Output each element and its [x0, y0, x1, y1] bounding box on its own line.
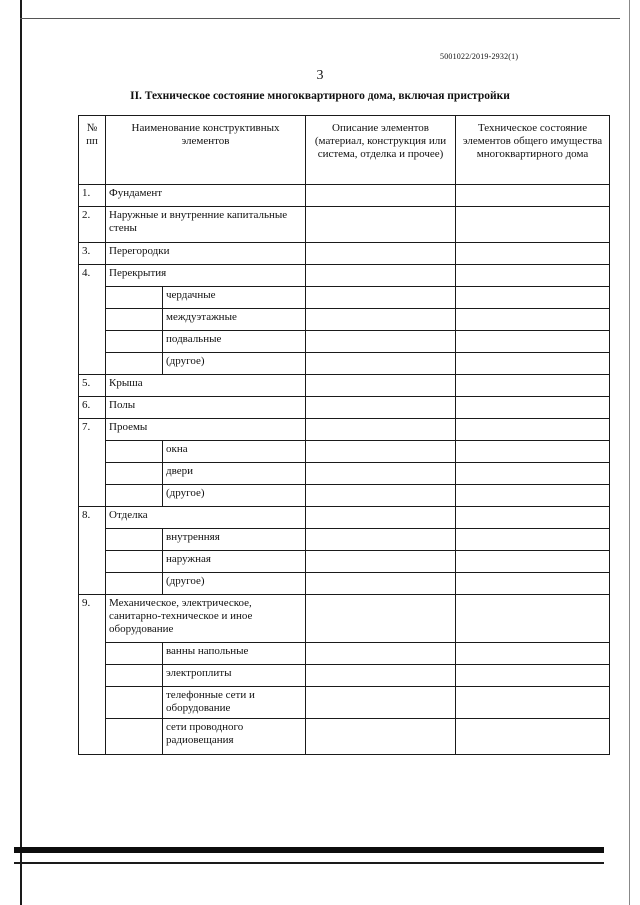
sub-spacer-cell — [106, 287, 163, 309]
state-cell — [456, 463, 610, 485]
sub-row — [79, 573, 610, 595]
table-row — [79, 397, 610, 419]
sub-row — [79, 643, 610, 665]
state-cell — [456, 573, 610, 595]
table-row — [79, 375, 610, 397]
page-edge-right — [629, 0, 630, 905]
description-cell — [306, 287, 456, 309]
state-cell — [456, 353, 610, 375]
state-cell — [456, 397, 610, 419]
description-cell — [306, 719, 456, 755]
sub-element-name: чердачные — [163, 287, 306, 309]
sub-element-name: междуэтажные — [163, 309, 306, 331]
description-cell — [306, 331, 456, 353]
description-cell — [306, 665, 456, 687]
sub-row — [79, 665, 610, 687]
technical-state-table — [78, 115, 610, 755]
element-name: Полы — [106, 397, 306, 419]
sub-element-name: окна — [163, 441, 306, 463]
document-id: 5001022/2019-2932(1) — [440, 52, 519, 61]
row-number: 4. — [79, 265, 106, 375]
page-edge — [20, 0, 22, 905]
row-number: 7. — [79, 419, 106, 507]
description-cell — [306, 643, 456, 665]
state-cell — [456, 719, 610, 755]
sub-element-name: электроплиты — [163, 665, 306, 687]
state-cell — [456, 265, 610, 287]
element-name: Отделка — [106, 507, 306, 529]
state-cell — [456, 243, 610, 265]
table-row — [79, 265, 610, 287]
state-cell — [456, 643, 610, 665]
sub-spacer-cell — [106, 463, 163, 485]
row-number: 5. — [79, 375, 106, 397]
table-body — [79, 185, 610, 755]
description-cell — [306, 551, 456, 573]
sub-element-name: наружная — [163, 551, 306, 573]
table-header-row — [79, 116, 610, 185]
description-cell — [306, 265, 456, 287]
scan-bottom-line — [14, 862, 604, 864]
state-cell — [456, 207, 610, 243]
state-cell — [456, 551, 610, 573]
table-row — [79, 419, 610, 441]
element-name: Фундамент — [106, 185, 306, 207]
sub-row — [79, 331, 610, 353]
sub-row — [79, 529, 610, 551]
page-top-border — [20, 18, 620, 19]
row-number: 9. — [79, 595, 106, 755]
sub-spacer-cell — [106, 687, 163, 719]
sub-row — [79, 687, 610, 719]
row-number: 3. — [79, 243, 106, 265]
state-cell — [456, 485, 610, 507]
sub-row — [79, 441, 610, 463]
element-name: Проемы — [106, 419, 306, 441]
sub-row — [79, 719, 610, 755]
description-cell — [306, 185, 456, 207]
state-cell — [456, 441, 610, 463]
sub-element-name: двери — [163, 463, 306, 485]
sub-row — [79, 287, 610, 309]
description-cell — [306, 353, 456, 375]
table-row — [79, 507, 610, 529]
state-cell — [456, 287, 610, 309]
header-element-name: Наименование конструктивных элементов — [106, 116, 306, 185]
table-row — [79, 243, 610, 265]
sub-spacer-cell — [106, 665, 163, 687]
page-number: 3 — [316, 68, 324, 83]
element-name: Перекрытия — [106, 265, 306, 287]
table-row — [79, 185, 610, 207]
header-description: Описание элементов (материал, конструкция или система, отделка и прочее) — [306, 116, 456, 185]
sub-element-name: (другое) — [163, 485, 306, 507]
description-cell — [306, 595, 456, 643]
description-cell — [306, 243, 456, 265]
header-technical-state: Техническое состояние элементов общего имущества многоквартирного дома — [456, 116, 610, 185]
section-title: II. Техническое состояние многоквартирного дома, включая пристройки — [130, 90, 510, 102]
sub-row — [79, 463, 610, 485]
description-cell — [306, 687, 456, 719]
state-cell — [456, 331, 610, 353]
element-name: Перегородки — [106, 243, 306, 265]
description-cell — [306, 441, 456, 463]
sub-spacer-cell — [106, 441, 163, 463]
state-cell — [456, 375, 610, 397]
sub-element-name: внутренняя — [163, 529, 306, 551]
description-cell — [306, 573, 456, 595]
state-cell — [456, 309, 610, 331]
sub-spacer-cell — [106, 573, 163, 595]
element-name: Наружные и внутренние капитальные стены — [106, 207, 306, 243]
description-cell — [306, 207, 456, 243]
description-cell — [306, 485, 456, 507]
state-cell — [456, 595, 610, 643]
sub-spacer-cell — [106, 551, 163, 573]
sub-spacer-cell — [106, 643, 163, 665]
description-cell — [306, 375, 456, 397]
state-cell — [456, 687, 610, 719]
description-cell — [306, 529, 456, 551]
sub-element-name: сети проводного радиовещания — [163, 719, 306, 755]
description-cell — [306, 463, 456, 485]
sub-element-name: (другое) — [163, 353, 306, 375]
sub-spacer-cell — [106, 719, 163, 755]
sub-element-name: (другое) — [163, 573, 306, 595]
sub-row — [79, 551, 610, 573]
description-cell — [306, 507, 456, 529]
state-cell — [456, 419, 610, 441]
row-number: 1. — [79, 185, 106, 207]
sub-row — [79, 353, 610, 375]
description-cell — [306, 419, 456, 441]
sub-spacer-cell — [106, 485, 163, 507]
state-cell — [456, 185, 610, 207]
row-number: 6. — [79, 397, 106, 419]
sub-element-name: ванны напольные — [163, 643, 306, 665]
sub-element-name: подвальные — [163, 331, 306, 353]
description-cell — [306, 309, 456, 331]
table-row — [79, 595, 610, 643]
element-name: Крыша — [106, 375, 306, 397]
sub-spacer-cell — [106, 353, 163, 375]
row-number: 2. — [79, 207, 106, 243]
state-cell — [456, 665, 610, 687]
scan-bottom-bar — [14, 847, 604, 853]
sub-spacer-cell — [106, 529, 163, 551]
state-cell — [456, 507, 610, 529]
description-cell — [306, 397, 456, 419]
state-cell — [456, 529, 610, 551]
sub-spacer-cell — [106, 331, 163, 353]
table-row — [79, 207, 610, 243]
sub-row — [79, 485, 610, 507]
header-number: № пп — [79, 116, 106, 185]
sub-spacer-cell — [106, 309, 163, 331]
sub-row — [79, 309, 610, 331]
row-number: 8. — [79, 507, 106, 595]
element-name: Механическое, электрическое, санитарно-техническое и иное оборудование — [106, 595, 306, 643]
sub-element-name: телефонные сети и оборудование — [163, 687, 306, 719]
